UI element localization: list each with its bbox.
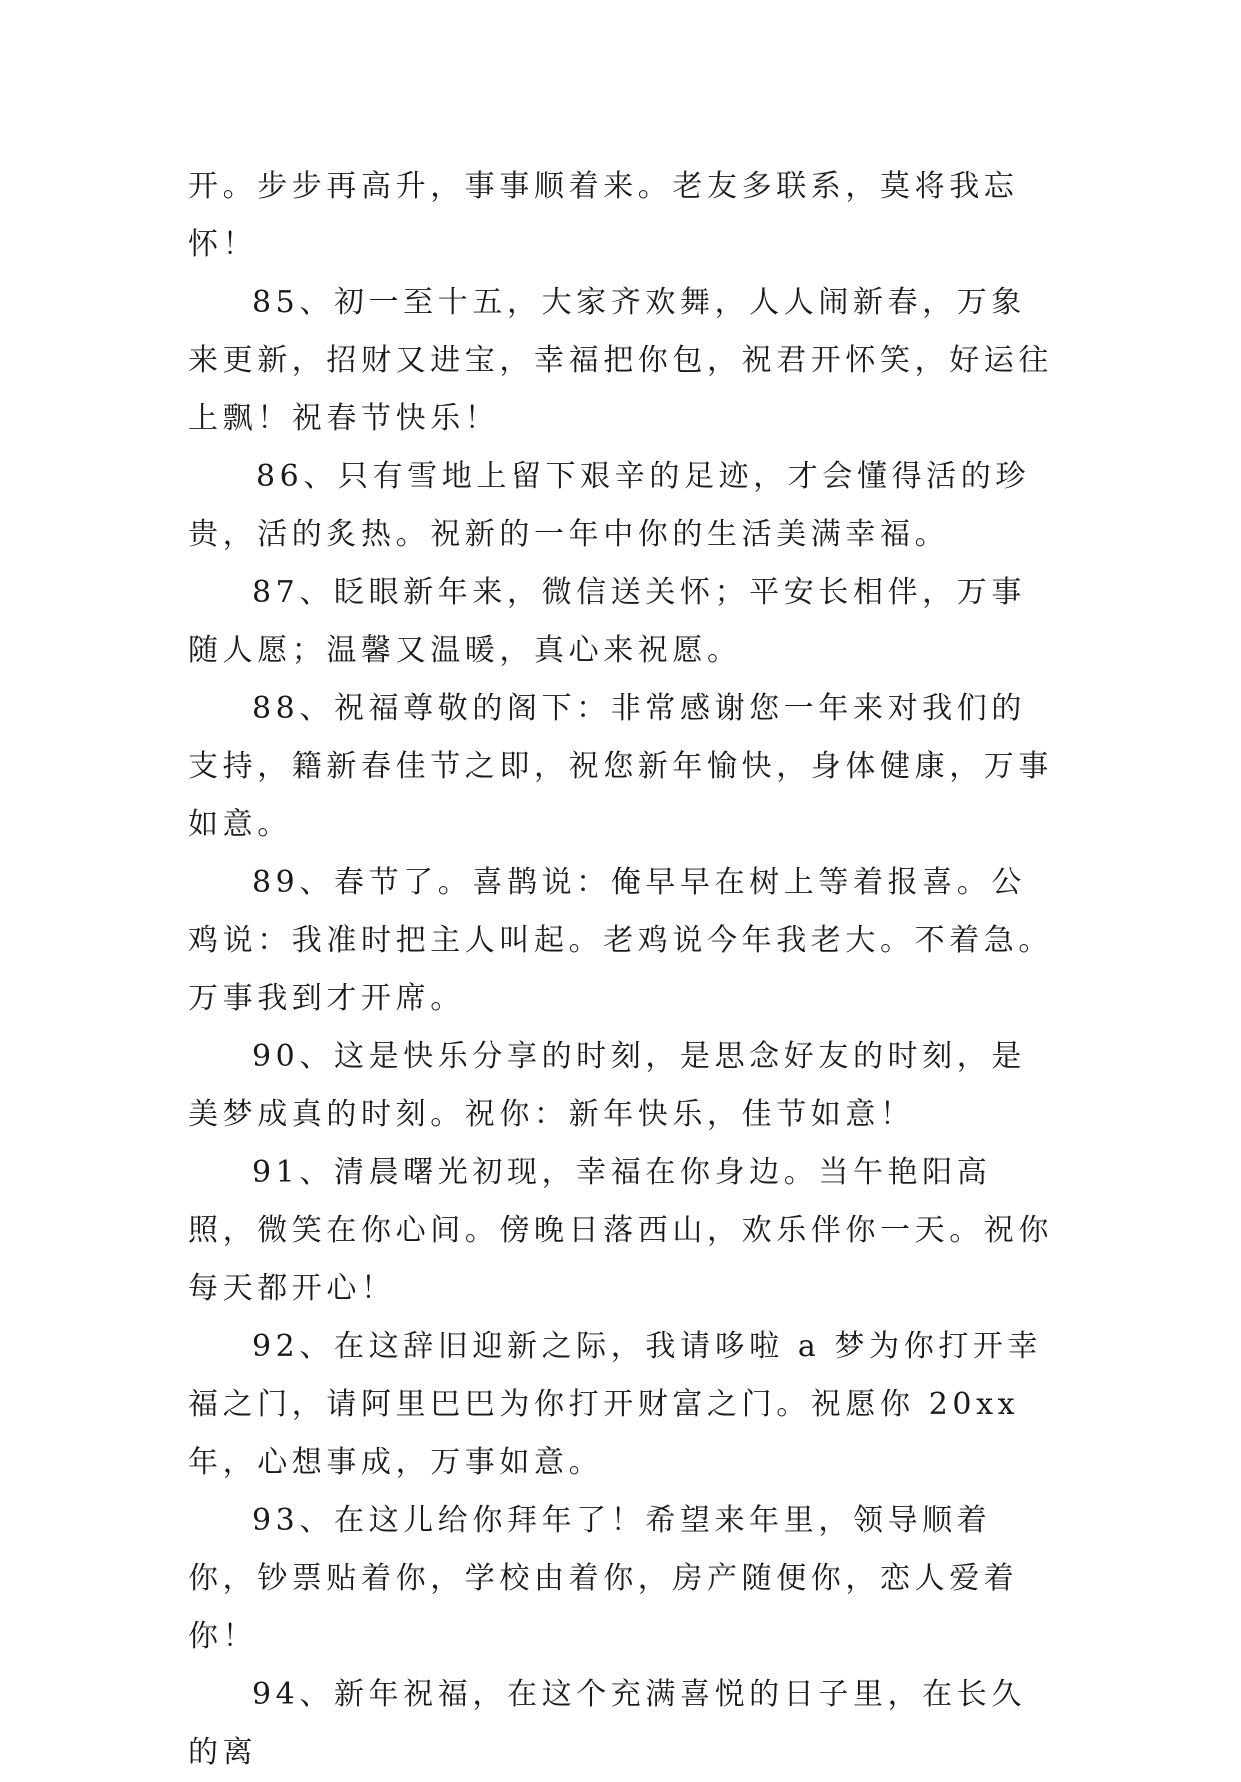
paragraph-87: 87、眨眼新年来，微信送关怀；平安长相伴，万事随人愿；温馨又温暖，真心来祝愿。: [188, 575, 1026, 668]
paragraph-93: 93、在这儿给你拜年了！希望来年里，领导顺着你，钞票贴着你，学校由着你，房产随便你，恋人爱着你！: [188, 1503, 1019, 1654]
paragraph-88: 88、祝福尊敬的阁下：非常感谢您一年来对我们的支持，籍新春佳节之即，祝您新年愉快，身体健康，万事如意。: [188, 691, 1053, 842]
paragraph-85: 85、初一至十五，大家齐欢舞，人人闹新春，万象来更新，招财又进宝，幸福把你包，祝君开怀笑，好运往上飘！祝春节快乐！: [188, 285, 1053, 436]
paragraph-89: 89、春节了。喜鹊说：俺早早在树上等着报喜。公鸡说：我准时把主人叫起。老鸡说今年我老大。不着急。万事我到才开席。: [188, 865, 1053, 1016]
paragraph-94: 94、新年祝福，在这个充满喜悦的日子里，在长久的离: [188, 1677, 1026, 1770]
paragraph-92: 92、在这辞旧迎新之际，我请哆啦 a 梦为你打开幸福之门，请阿里巴巴为你打开财富之门。祝愿你 20xx 年，心想事成，万事如意。: [188, 1329, 1043, 1480]
paragraph-91: 91、清晨曙光初现，幸福在你身边。当午艳阳高照，微笑在你心间。傍晚日落西山，欢乐伴你一天。祝你每天都开心！: [188, 1155, 1053, 1306]
paragraph-90: 90、这是快乐分享的时刻，是思念好友的时刻，是美梦成真的时刻。祝你：新年快乐，佳节如意！: [188, 1039, 1026, 1132]
paragraph-84-continuation: 开。步步再高升，事事顺着来。老友多联系，莫将我忘怀！: [188, 169, 1019, 262]
paragraph-86: 86、只有雪地上留下艰辛的足迹，才会懂得活的珍贵，活的炙热。祝新的一年中你的生活美满幸福。: [188, 459, 1030, 552]
document-body: [188, 158, 1058, 1782]
